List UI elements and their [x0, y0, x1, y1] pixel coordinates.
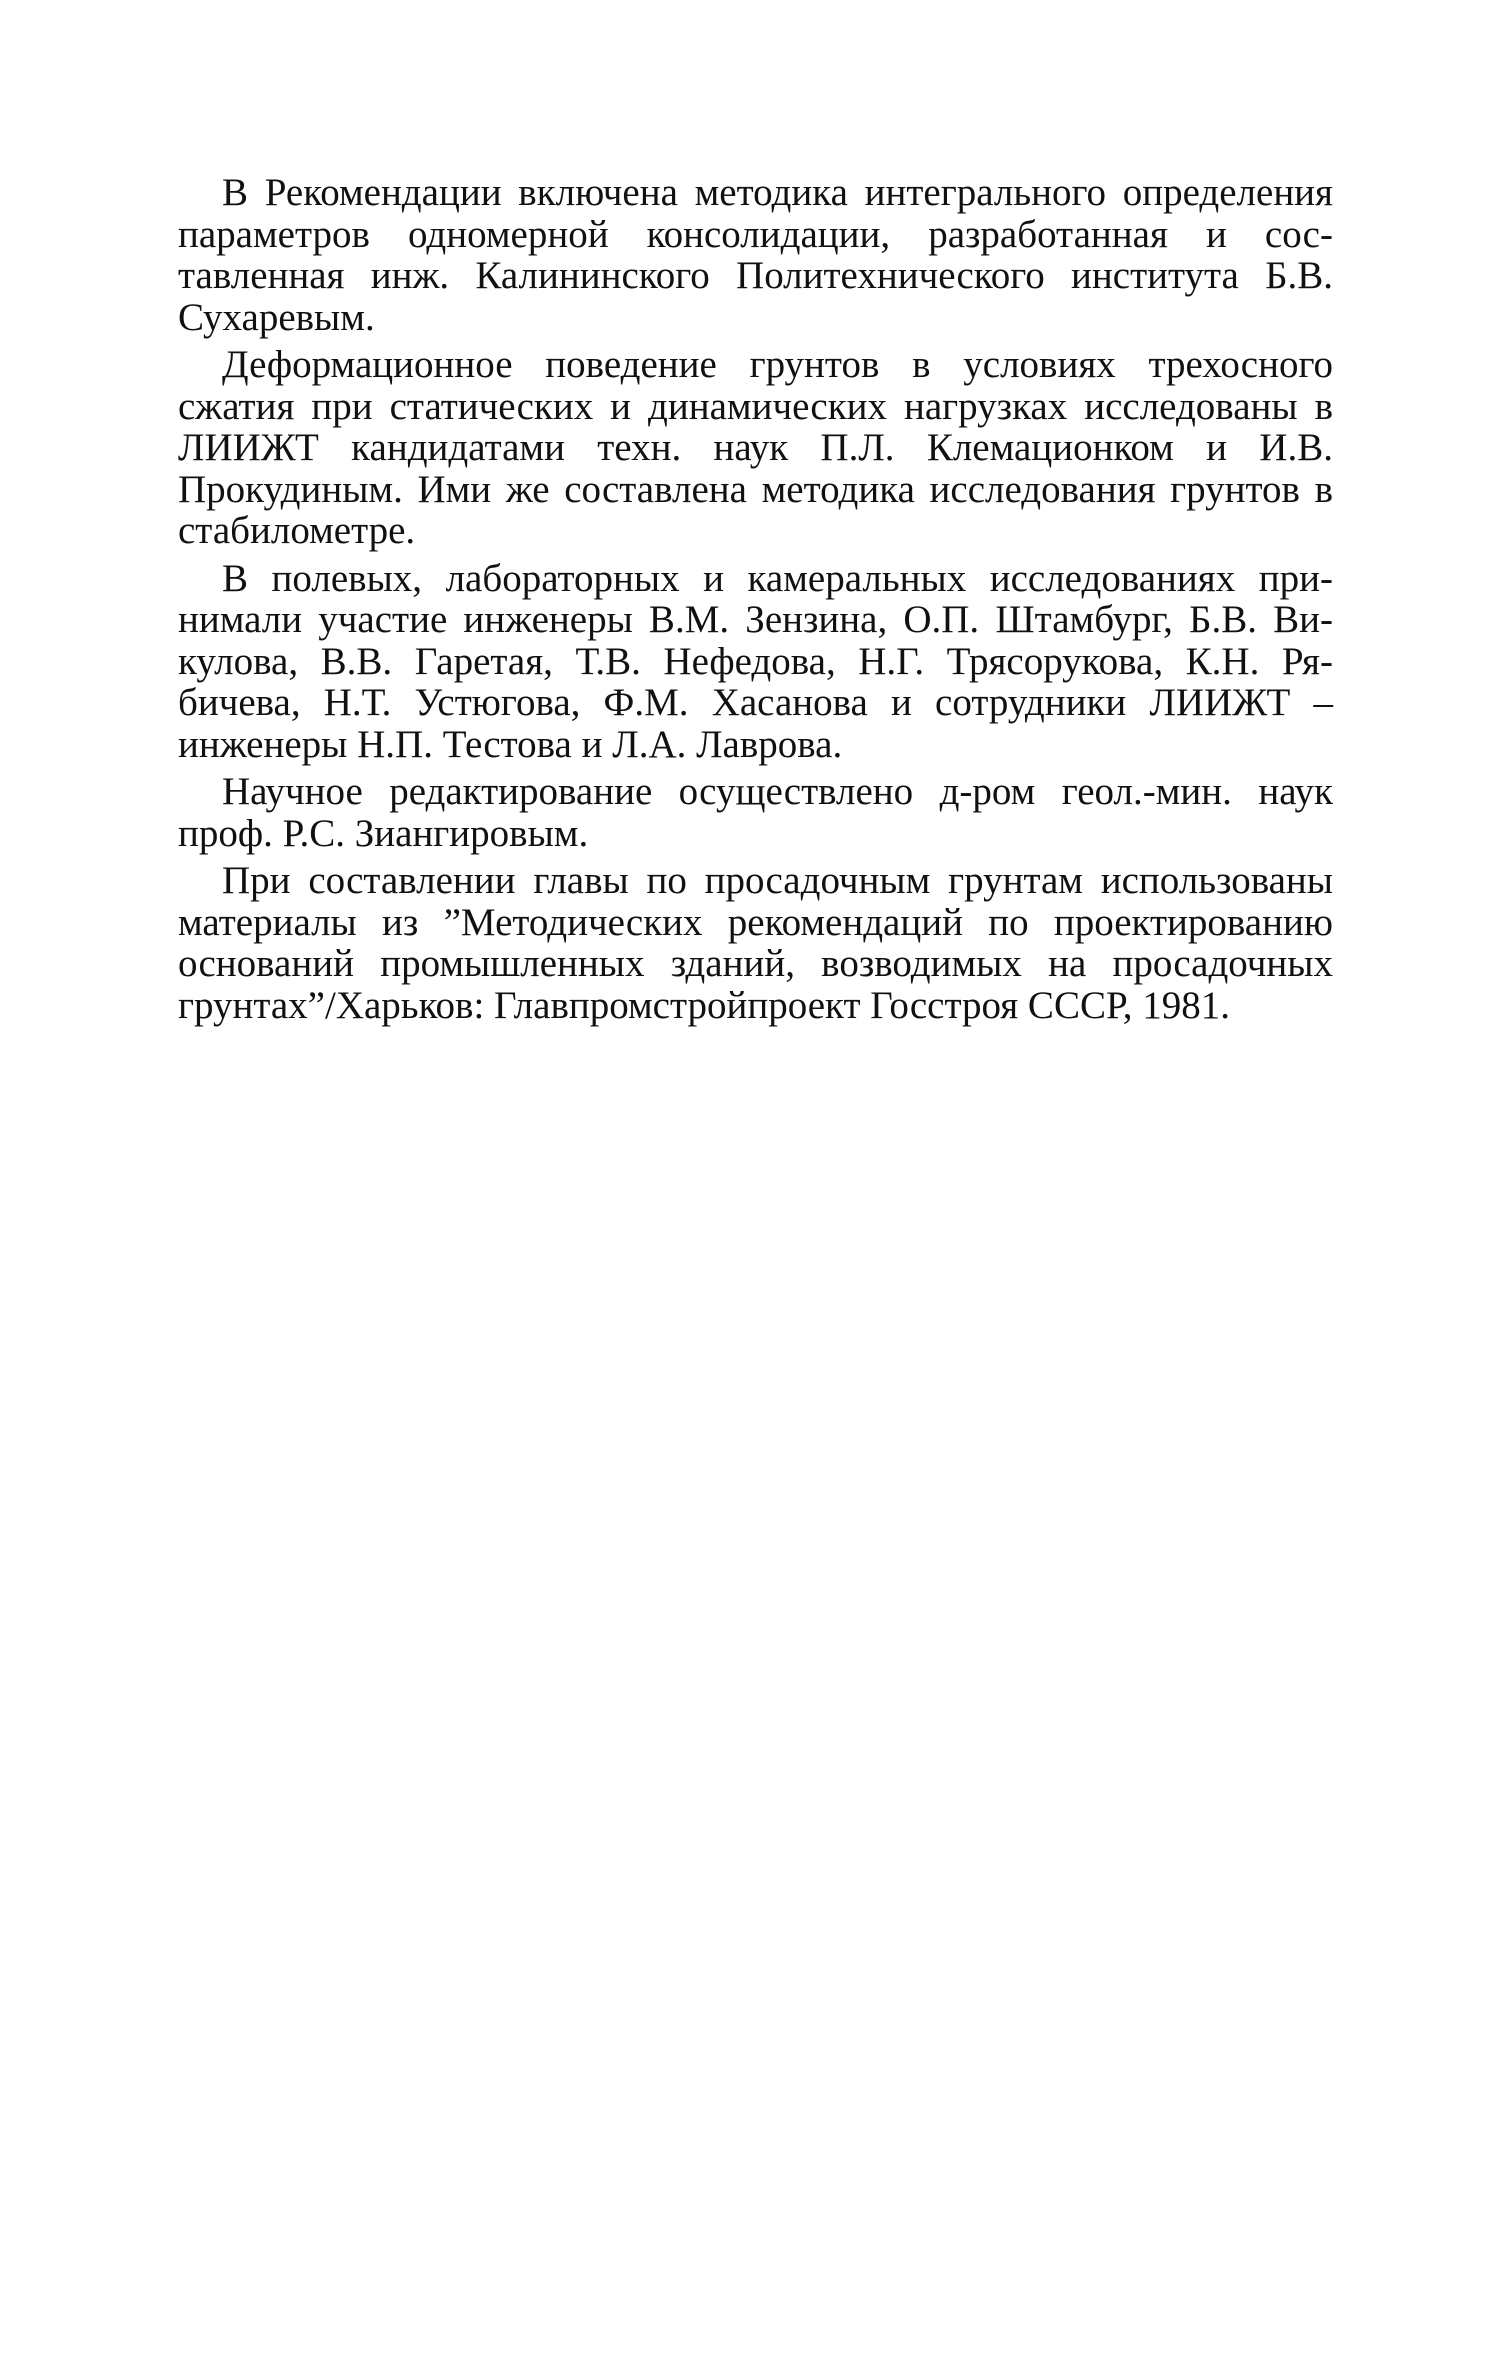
paragraph-subsidence-soils-source: При составлении главы по просадочным грунтам использованы материалы из ”Методических рекомендаций по проектированию оснований промышленных зданий, возводимых на просадочных грунтах”/Харьков: Главпромстройпроект Госстроя СССР, 1981. [178, 859, 1333, 1027]
paragraph-scientific-editing: Научное редактирование осуществлено д-ром геол.-мин. наук проф. Р.С. Зиангировым. [178, 770, 1333, 855]
paragraph-triaxial-research: Деформационное поведение грунтов в условиях трехосного сжатия при статических и динамических нагрузках исследованы в ЛИИЖТ кандидатами техн. наук П.Л. Клемационком и И.В. Прокудиным. Ими же составлена методика исследования грунтов в стабилометре. [178, 343, 1333, 552]
paragraph-participants: В полевых, лабораторных и камеральных исследованиях принимали участие инженеры В.М. Зензина, О.П. Штамбург, Б.В. Викулова, В.В. Гаретая, Т.В. Нефедова, Н.Г. Трясорукова, К.Н. Рябичева, Н.Т. Устюгова, Ф.М. Хасанова и сотрудники ЛИИЖТ – инженеры Н.П. Тестова и Л.А. Лаврова. [178, 556, 1333, 766]
body-text [178, 172, 1333, 1032]
paragraph-sukharev-method: В Рекомендации включена методика интегрального определения параметров одномерной консолидации, разработанная и составленная инж. Калининского Политехнического института Б.В. Сухаревым. [178, 171, 1333, 339]
